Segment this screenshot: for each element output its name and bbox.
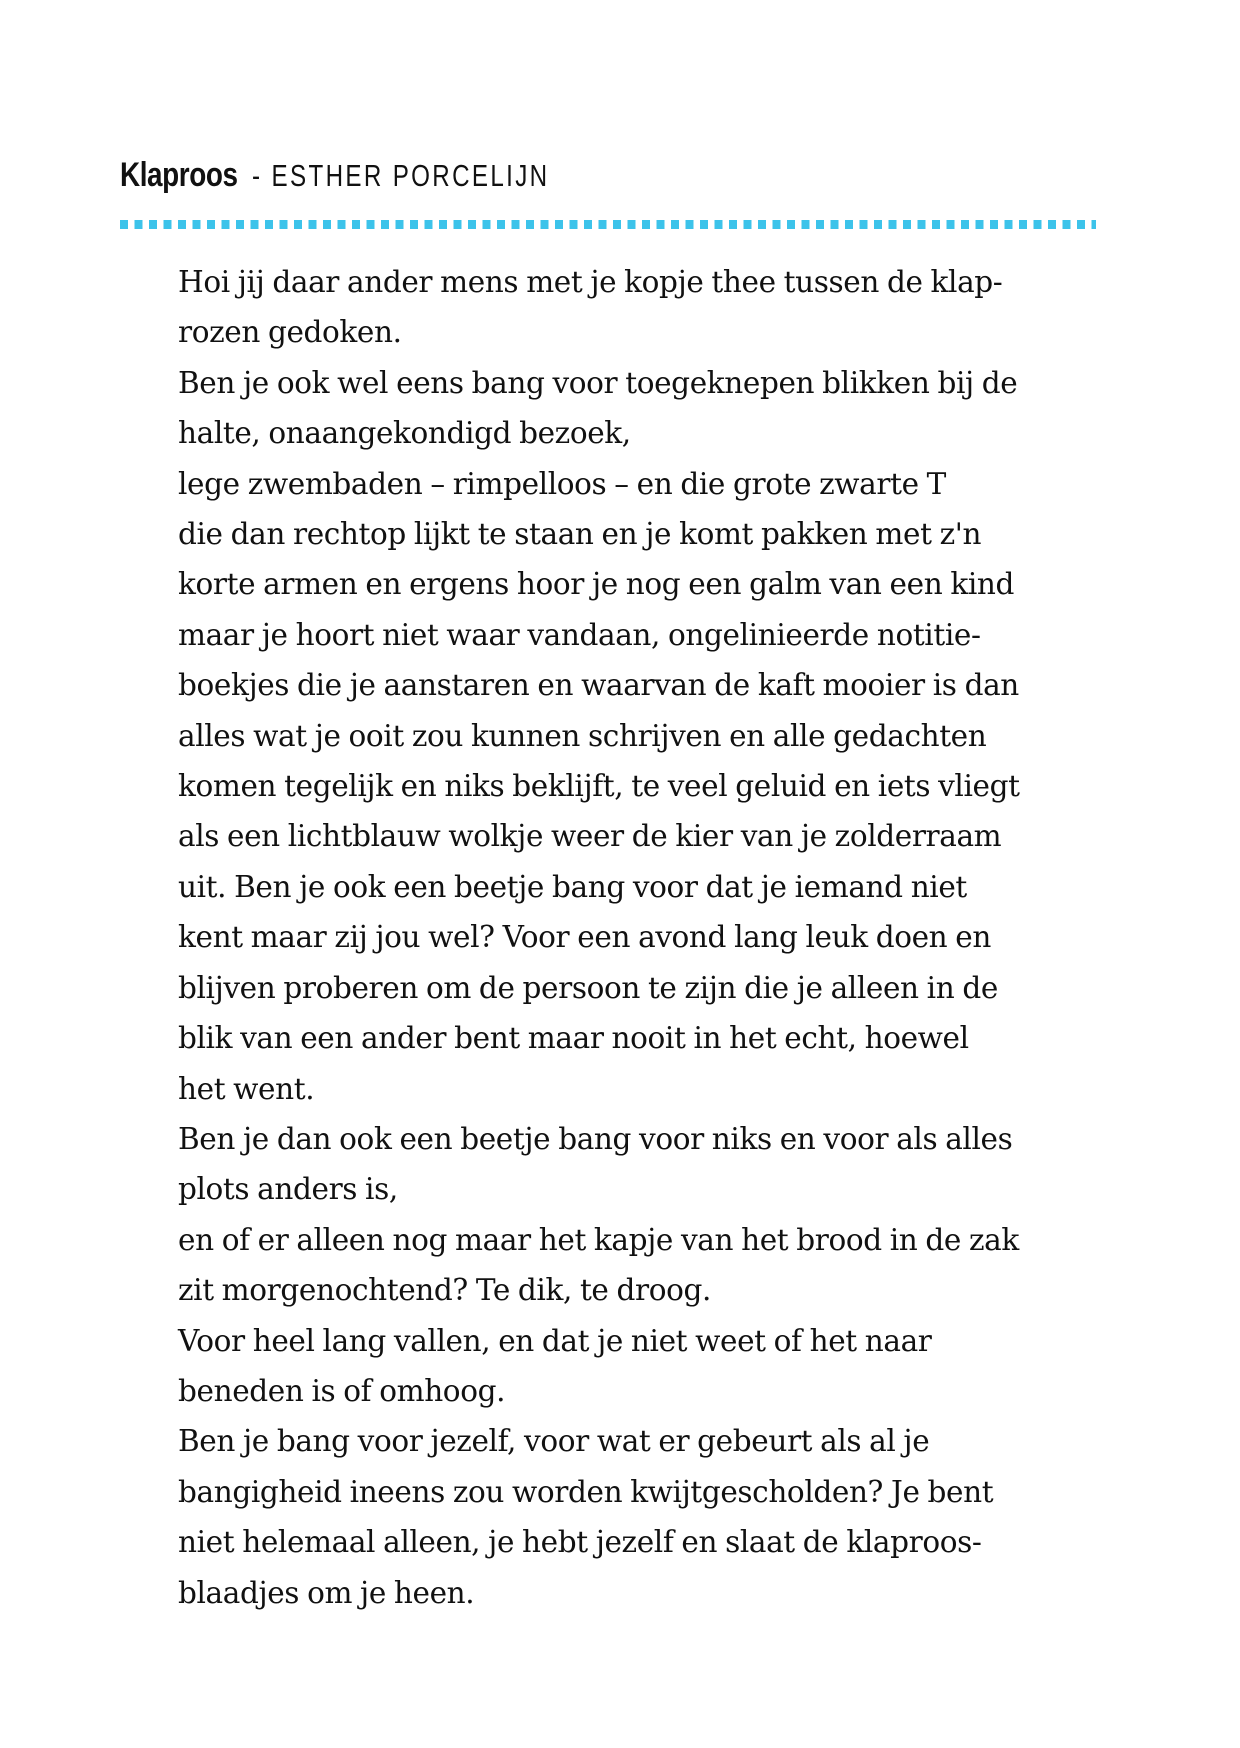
poem-line: als een lichtblauw wolkje weer de kier van je zolderraam bbox=[178, 819, 1002, 855]
poem-line: bangigheid ineens zou worden kwijtgescholden? Je bent bbox=[178, 1474, 994, 1510]
poem-line: blik van een ander bent maar nooit in het echt, hoewel bbox=[178, 1021, 969, 1057]
poem-line: Ben je bang voor jezelf, voor wat er gebeurt als al je bbox=[178, 1424, 930, 1460]
poem-line: plots anders is, bbox=[178, 1172, 398, 1208]
poem-line: blaadjes om je heen. bbox=[178, 1575, 475, 1611]
poem-line: Ben je ook wel eens bang voor toegeknepen blikken bij de bbox=[178, 365, 1018, 401]
poem-line: korte armen en ergens hoor je nog een galm van een kind bbox=[178, 567, 1015, 603]
poem-title: Klaproos bbox=[120, 156, 238, 194]
poem-line: Voor heel lang vallen, en dat je niet weet of het naar bbox=[178, 1323, 932, 1359]
poem-line: kent maar zij jou wel? Voor een avond lang leuk doen en bbox=[178, 920, 991, 956]
poem-line: lege zwembaden – rimpelloos – en die grote zwarte T bbox=[178, 466, 946, 502]
poem-line: komen tegelijk en niks beklijft, te veel geluid en iets vliegt bbox=[178, 769, 1020, 805]
poem-body bbox=[178, 258, 1118, 1619]
poem-line: Ben je dan ook een beetje bang voor niks en voor als alles bbox=[178, 1121, 1013, 1157]
poem-line: boekjes die je aanstaren en waarvan de kaft mooier is dan bbox=[178, 668, 1019, 704]
poem-line: rozen gedoken. bbox=[178, 315, 402, 351]
page-header bbox=[120, 150, 636, 200]
author-name: ESTHER PORCELIJN bbox=[271, 158, 550, 193]
poem-line: halte, onaangekondigd bezoek, bbox=[178, 416, 631, 452]
poem-line: uit. Ben je ook een beetje bang voor dat je iemand niet bbox=[178, 869, 967, 905]
poem-line: alles wat je ooit zou kunnen schrijven en alle gedachten bbox=[178, 718, 987, 754]
poem-line: en of er alleen nog maar het kapje van het brood in de zak bbox=[178, 1222, 1019, 1258]
poem-line: Hoi jij daar ander mens met je kopje thee tussen de klap- bbox=[178, 265, 1003, 300]
poem-line: maar je hoort niet waar vandaan, ongelinieerde notitie- bbox=[178, 617, 981, 653]
poem-line: die dan rechtop lijkt te staan en je komt pakken met z'n bbox=[178, 517, 982, 553]
poem-line: het went. bbox=[178, 1071, 315, 1107]
title-separator: - bbox=[243, 158, 272, 193]
poem-line: beneden is of omhoog. bbox=[178, 1373, 506, 1409]
dotted-divider bbox=[120, 220, 1096, 229]
header-byline bbox=[243, 151, 549, 201]
poem-line: zit morgenochtend? Te dik, te droog. bbox=[178, 1273, 711, 1309]
poem-line: niet helemaal alleen, je hebt jezelf en slaat de klaproos- bbox=[178, 1525, 982, 1561]
poem-line: blijven proberen om de persoon te zijn die je alleen in de bbox=[178, 970, 998, 1006]
